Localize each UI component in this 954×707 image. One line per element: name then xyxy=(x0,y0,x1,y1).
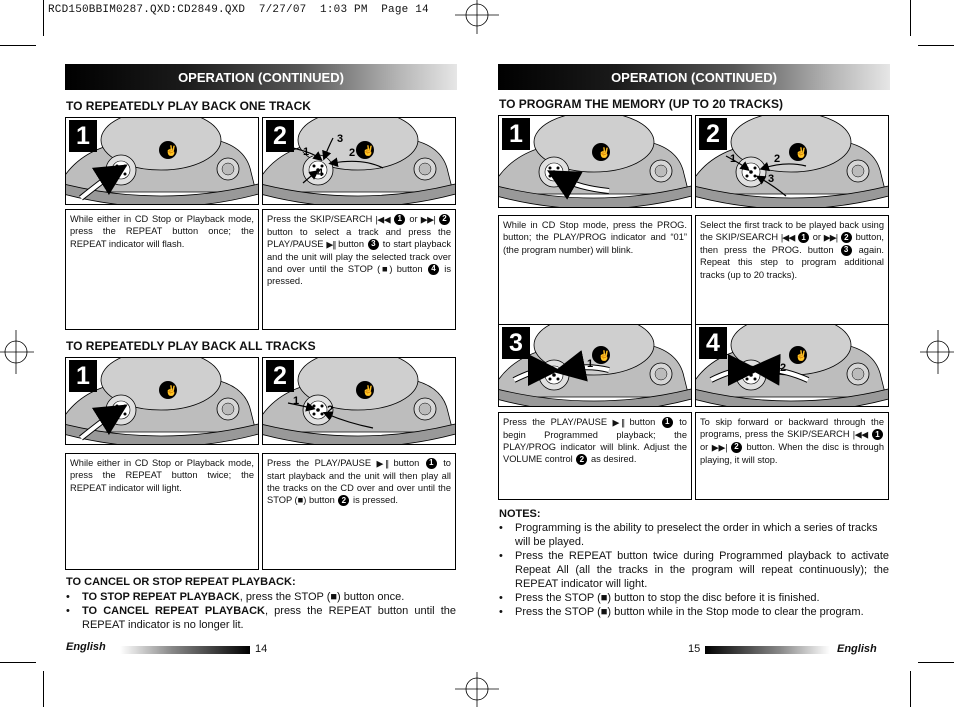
print-slug: RCD150BBIM0287.QXD:CD2849.QXD 7/27/07 1:03 PM Page 14 xyxy=(48,4,429,16)
stop-icon: ■ xyxy=(380,263,390,274)
cancel-heading: TO CANCEL OR STOP REPEAT PLAYBACK: xyxy=(66,576,296,588)
callout-4: 4 xyxy=(428,264,439,275)
callout-1: 1 xyxy=(662,417,673,428)
callout-2: 2 xyxy=(841,232,852,243)
registration-mark-right xyxy=(920,330,954,374)
repeat-one-step2-illustration xyxy=(262,117,456,205)
footer-language: English xyxy=(66,641,106,653)
skip-forward-icon: ▶▶| xyxy=(420,214,435,225)
step-number: 1 xyxy=(69,360,97,392)
skip-back-icon: |◀◀ xyxy=(780,232,795,243)
program-step3-illustration xyxy=(498,324,692,407)
program-step1-text: While in CD Stop mode, press the PROG. button; the PLAY/PROG indicator and “01” (the program number) will blink. xyxy=(498,215,692,345)
program-step4-text: To skip forward or backward through the programs, press the SKIP/SEARCH |◀◀ 1 or ▶▶| 2 button. When the disc is through playing, it will stop. xyxy=(695,412,889,500)
footer-bar xyxy=(705,646,830,654)
page-number: 14 xyxy=(255,643,268,655)
callout-2: 2 xyxy=(731,442,742,453)
callout-2: 2 xyxy=(576,454,587,465)
registration-mark-left xyxy=(0,330,34,374)
list-item: • TO STOP REPEAT PLAYBACK, press the STOP (■) button once. xyxy=(66,591,405,603)
repeat-one-step2-text: Press the SKIP/SEARCH |◀◀ 1 or ▶▶| 2 button to select a track and press the PLAY/PAUSE ▶|| button 3 to start playback and the unit will play the selected track over and over until the STOP (■) button 4 is pressed. xyxy=(262,209,456,330)
callout-2: 2 xyxy=(338,495,349,506)
list-item: • Press the STOP (■) button while in the Stop mode to clear the program. xyxy=(499,606,864,618)
program-memory-heading: TO PROGRAM THE MEMORY (UP TO 20 TRACKS) xyxy=(499,97,784,111)
page-number: 15 xyxy=(688,643,701,655)
repeat-one-step1-illustration xyxy=(65,117,259,205)
program-step4-illustration xyxy=(695,324,889,407)
left-section-banner: OPERATION (CONTINUED) xyxy=(65,64,457,90)
list-item: • Programming is the ability to preselect the order in which a series of tracks will be played. xyxy=(499,522,878,548)
callout-1: 1 xyxy=(426,458,437,469)
step-number: 2 xyxy=(699,118,727,150)
footer-bar xyxy=(120,646,250,654)
stop-icon: ■ xyxy=(330,591,338,603)
list-item: • TO CANCEL REPEAT PLAYBACK, press the REPEAT button until the REPEAT indicator is no longer lit. xyxy=(66,605,456,631)
list-item: • Press the REPEAT button twice during Programmed playback to activate Repeat All (all the tracks in the program will repeat continuously); the REPEAT indicator will light. xyxy=(499,550,889,590)
callout-1: 1 xyxy=(872,429,883,440)
callout-3: 3 xyxy=(768,173,775,185)
repeat-all-step1-illustration xyxy=(65,357,259,445)
registration-mark-top xyxy=(455,0,499,34)
list-item: • Press the STOP (■) button to stop the disc before it is finished. xyxy=(499,592,820,604)
skip-forward-icon: ▶▶| xyxy=(711,442,727,453)
play-pause-icon: ▶|| xyxy=(612,417,624,428)
footer-language: English xyxy=(837,643,877,655)
callout-1: 1 xyxy=(587,358,594,370)
right-section-banner: OPERATION (CONTINUED) xyxy=(498,64,890,90)
callout-2: 2 xyxy=(349,147,356,159)
callout-2: 2 xyxy=(327,404,334,416)
step-number: 3 xyxy=(502,327,530,359)
skip-forward-icon: ▶▶| xyxy=(823,232,838,243)
play-pause-icon: ▶|| xyxy=(376,458,388,469)
callout-2: 2 xyxy=(774,153,781,165)
step-number: 2 xyxy=(266,120,294,152)
repeat-one-heading: TO REPEATEDLY PLAY BACK ONE TRACK xyxy=(66,99,311,113)
program-step3-text: Press the PLAY/PAUSE ▶|| button 1 to begin Programmed playback; the PLAY/PROG indicator will blink. Adjust the VOLUME control 2 as desired. xyxy=(498,412,692,500)
callout-1: 1 xyxy=(798,232,809,243)
notes-list xyxy=(499,521,889,619)
callout-1: 1 xyxy=(394,214,405,225)
callout-1: 1 xyxy=(736,362,743,374)
registration-mark-bottom xyxy=(455,672,499,707)
step-number: 1 xyxy=(69,120,97,152)
callout-3: 3 xyxy=(337,133,344,145)
callout-2: 2 xyxy=(780,362,787,374)
callout-3: 3 xyxy=(368,239,379,250)
play-pause-icon: ▶|| xyxy=(326,239,336,250)
skip-back-icon: |◀◀ xyxy=(375,214,391,225)
step-number: 1 xyxy=(502,118,530,150)
repeat-one-step1-text: While either in CD Stop or Playback mode, press the REPEAT button once; the REPEAT indicator will flash. xyxy=(65,209,259,330)
callout-3: 3 xyxy=(841,245,852,256)
callout-4: 4 xyxy=(317,167,324,179)
program-step2-text: Select the first track to be played back using the SKIP/SEARCH |◀◀ 1 or ▶▶| 2 button, then press the PROG. button 3 again. Repeat this step to program additional tracks (up to 20 tracks). xyxy=(695,215,889,345)
skip-back-icon: |◀◀ xyxy=(852,429,868,440)
repeat-all-step2-illustration xyxy=(262,357,456,445)
program-step2-illustration xyxy=(695,115,889,208)
stop-icon: ■ xyxy=(297,495,304,506)
callout-2: 2 xyxy=(439,214,450,225)
notes-heading: NOTES: xyxy=(499,508,541,520)
callout-1: 1 xyxy=(293,395,300,407)
callout-1: 1 xyxy=(303,146,310,158)
cancel-list xyxy=(66,590,456,632)
step-number: 4 xyxy=(699,327,727,359)
program-step1-illustration xyxy=(498,115,692,208)
repeat-all-step2-text: Press the PLAY/PAUSE ▶|| button 1 to start playback and the unit will then play all the tracks on the CD over and over until the STOP (■) button 2 is pressed. xyxy=(262,453,456,570)
callout-1: 1 xyxy=(730,153,737,165)
callout-2: 2 xyxy=(529,366,536,378)
repeat-all-step1-text: While either in CD Stop or Playback mode, press the REPEAT button twice; the REPEAT indicator will light. xyxy=(65,453,259,570)
repeat-all-heading: TO REPEATEDLY PLAY BACK ALL TRACKS xyxy=(66,339,316,353)
step-number: 2 xyxy=(266,360,294,392)
